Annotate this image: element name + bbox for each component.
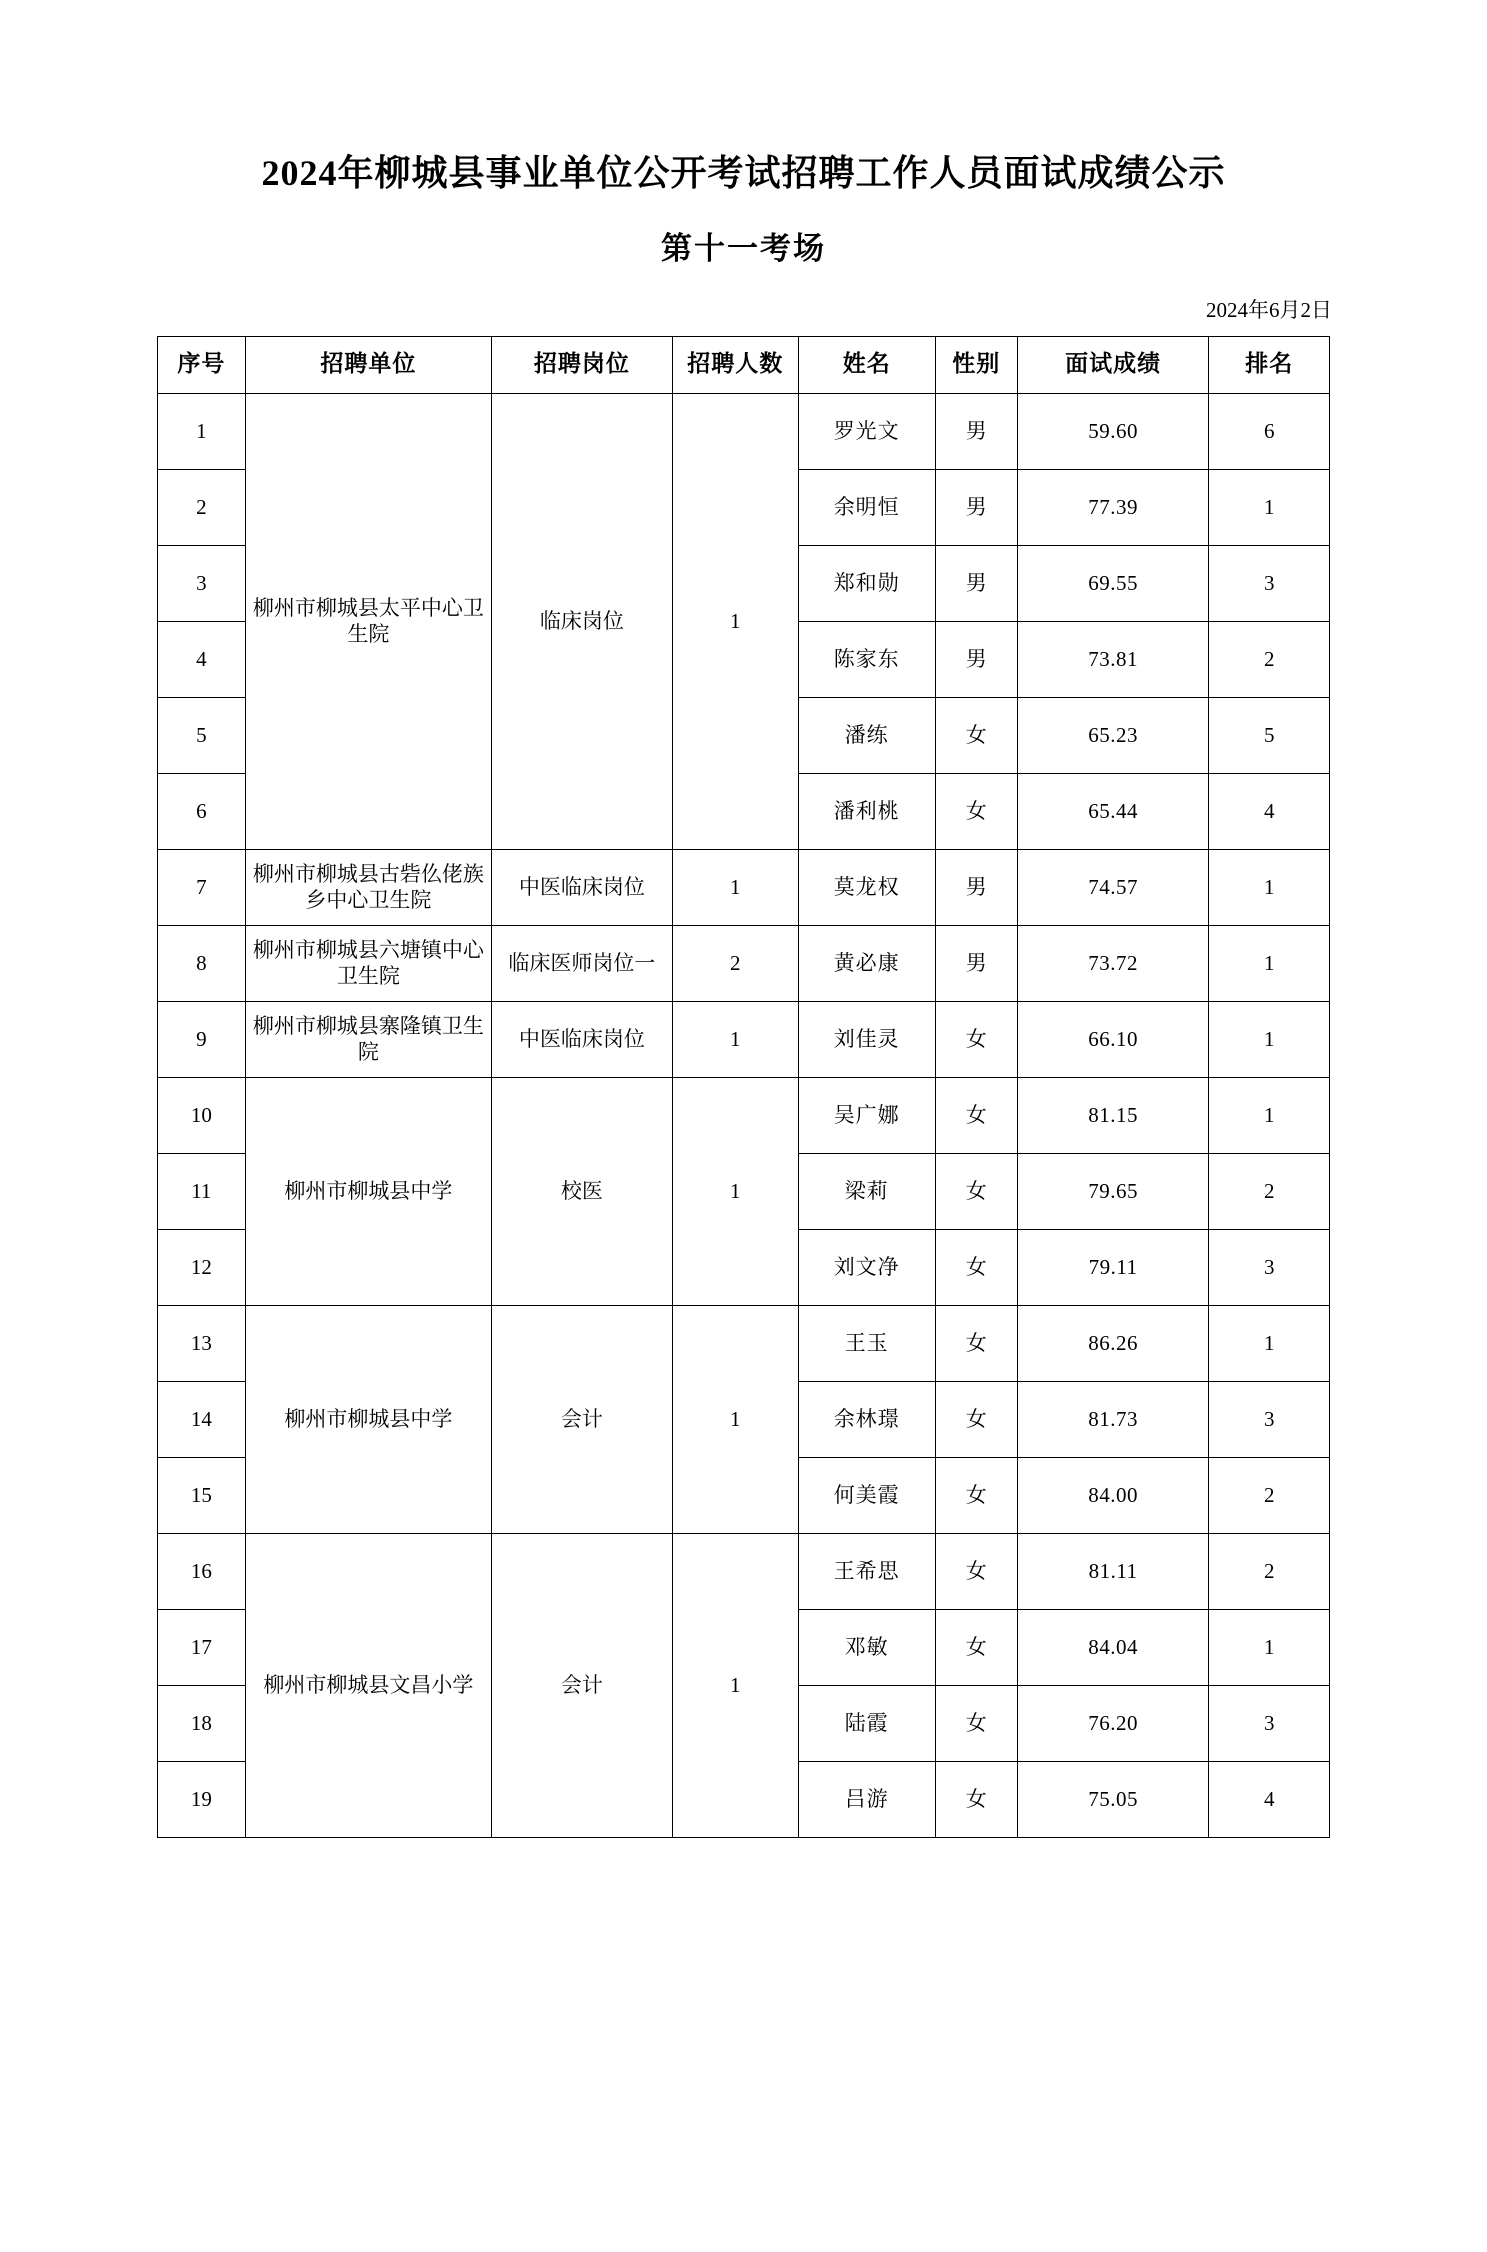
cell-score: 84.04 [1017,1609,1209,1685]
cell-count: 1 [672,1001,798,1077]
cell-name: 黄必康 [798,925,935,1001]
cell-score: 77.39 [1017,469,1209,545]
cell-gender: 男 [935,469,1017,545]
page-title: 2024年柳城县事业单位公开考试招聘工作人员面试成绩公示 [261,153,1226,193]
interview-score-table [157,336,1330,1838]
cell-name: 吴广娜 [798,1077,935,1153]
table-row [158,1077,1330,1153]
cell-rank: 2 [1209,1533,1330,1609]
cell-rank: 2 [1209,1457,1330,1533]
cell-index: 17 [158,1609,246,1685]
cell-name: 潘练 [798,697,935,773]
cell-gender: 女 [935,1533,1017,1609]
page-subtitle: 第十一考场 [661,230,826,266]
cell-post: 校医 [492,1077,673,1305]
cell-count: 1 [672,1077,798,1305]
column-header-name: 姓名 [798,336,935,393]
cell-count: 1 [672,849,798,925]
cell-unit: 柳州市柳城县寨隆镇卫生院 [245,1001,491,1077]
cell-post: 会计 [492,1533,673,1837]
cell-score: 66.10 [1017,1001,1209,1077]
cell-unit: 柳州市柳城县太平中心卫生院 [245,393,491,849]
cell-score: 65.23 [1017,697,1209,773]
table-row [158,1533,1330,1609]
cell-index: 7 [158,849,246,925]
cell-gender: 女 [935,1305,1017,1381]
column-header-rank: 排名 [1209,336,1330,393]
cell-rank: 3 [1209,1685,1330,1761]
cell-rank: 3 [1209,1381,1330,1457]
column-header-score: 面试成绩 [1017,336,1209,393]
cell-gender: 女 [935,697,1017,773]
cell-rank: 1 [1209,1305,1330,1381]
cell-index: 11 [158,1153,246,1229]
table-row [158,925,1330,1001]
cell-gender: 女 [935,1381,1017,1457]
cell-gender: 男 [935,849,1017,925]
cell-gender: 男 [935,545,1017,621]
cell-rank: 2 [1209,1153,1330,1229]
cell-score: 81.15 [1017,1077,1209,1153]
cell-name: 陆霞 [798,1685,935,1761]
cell-name: 邓敏 [798,1609,935,1685]
cell-post: 临床岗位 [492,393,673,849]
cell-unit: 柳州市柳城县六塘镇中心卫生院 [245,925,491,1001]
cell-index: 2 [158,469,246,545]
cell-score: 74.57 [1017,849,1209,925]
cell-rank: 6 [1209,393,1330,469]
cell-rank: 5 [1209,697,1330,773]
cell-score: 81.11 [1017,1533,1209,1609]
cell-score: 76.20 [1017,1685,1209,1761]
cell-rank: 3 [1209,1229,1330,1305]
cell-post: 临床医师岗位一 [492,925,673,1001]
cell-name: 潘利桃 [798,773,935,849]
cell-unit: 柳州市柳城县古砦仫佬族乡中心卫生院 [245,849,491,925]
cell-index: 19 [158,1761,246,1837]
column-header-index: 序号 [158,336,246,393]
cell-post: 中医临床岗位 [492,849,673,925]
cell-name: 何美霞 [798,1457,935,1533]
cell-post: 中医临床岗位 [492,1001,673,1077]
cell-rank: 1 [1209,469,1330,545]
cell-index: 5 [158,697,246,773]
cell-index: 15 [158,1457,246,1533]
cell-score: 65.44 [1017,773,1209,849]
cell-index: 1 [158,393,246,469]
table-row [158,393,1330,469]
cell-index: 10 [158,1077,246,1153]
cell-rank: 2 [1209,621,1330,697]
cell-gender: 男 [935,621,1017,697]
cell-name: 吕游 [798,1761,935,1837]
cell-name: 罗光文 [798,393,935,469]
cell-gender: 男 [935,393,1017,469]
cell-gender: 女 [935,1153,1017,1229]
cell-index: 6 [158,773,246,849]
cell-name: 王玉 [798,1305,935,1381]
cell-gender: 女 [935,1077,1017,1153]
cell-name: 刘佳灵 [798,1001,935,1077]
cell-score: 73.81 [1017,621,1209,697]
cell-name: 梁莉 [798,1153,935,1229]
cell-name: 余林璟 [798,1381,935,1457]
cell-score: 73.72 [1017,925,1209,1001]
cell-gender: 女 [935,1685,1017,1761]
table-row [158,849,1330,925]
cell-rank: 4 [1209,773,1330,849]
table-row [158,1001,1330,1077]
cell-unit: 柳州市柳城县中学 [245,1305,491,1533]
cell-rank: 1 [1209,1077,1330,1153]
cell-index: 3 [158,545,246,621]
cell-rank: 1 [1209,849,1330,925]
cell-index: 16 [158,1533,246,1609]
cell-post: 会计 [492,1305,673,1533]
column-header-post: 招聘岗位 [492,336,673,393]
document-page [0,150,1487,2252]
cell-gender: 女 [935,1761,1017,1837]
table-row [158,1305,1330,1381]
cell-rank: 4 [1209,1761,1330,1837]
cell-gender: 女 [935,1001,1017,1077]
cell-index: 14 [158,1381,246,1457]
cell-index: 4 [158,621,246,697]
publish-date: 2024年6月2日 [1206,297,1332,322]
cell-index: 18 [158,1685,246,1761]
cell-score: 81.73 [1017,1381,1209,1457]
cell-name: 郑和勋 [798,545,935,621]
cell-name: 王希思 [798,1533,935,1609]
cell-score: 69.55 [1017,545,1209,621]
cell-score: 84.00 [1017,1457,1209,1533]
cell-rank: 1 [1209,1001,1330,1077]
cell-gender: 男 [935,925,1017,1001]
cell-count: 1 [672,1305,798,1533]
column-header-count: 招聘人数 [672,336,798,393]
cell-name: 刘文净 [798,1229,935,1305]
cell-score: 86.26 [1017,1305,1209,1381]
column-header-gender: 性别 [935,336,1017,393]
cell-name: 莫龙权 [798,849,935,925]
cell-gender: 女 [935,773,1017,849]
cell-rank: 1 [1209,925,1330,1001]
cell-name: 余明恒 [798,469,935,545]
cell-gender: 女 [935,1457,1017,1533]
cell-gender: 女 [935,1229,1017,1305]
column-header-unit: 招聘单位 [245,336,491,393]
cell-unit: 柳州市柳城县中学 [245,1077,491,1305]
cell-index: 13 [158,1305,246,1381]
cell-index: 8 [158,925,246,1001]
cell-unit: 柳州市柳城县文昌小学 [245,1533,491,1837]
cell-index: 12 [158,1229,246,1305]
cell-count: 1 [672,1533,798,1837]
cell-count: 2 [672,925,798,1001]
cell-gender: 女 [935,1609,1017,1685]
cell-name: 陈家东 [798,621,935,697]
cell-rank: 3 [1209,545,1330,621]
table-header-row [158,336,1330,393]
cell-count: 1 [672,393,798,849]
cell-rank: 1 [1209,1609,1330,1685]
cell-score: 75.05 [1017,1761,1209,1837]
cell-score: 59.60 [1017,393,1209,469]
cell-index: 9 [158,1001,246,1077]
cell-score: 79.65 [1017,1153,1209,1229]
cell-score: 79.11 [1017,1229,1209,1305]
